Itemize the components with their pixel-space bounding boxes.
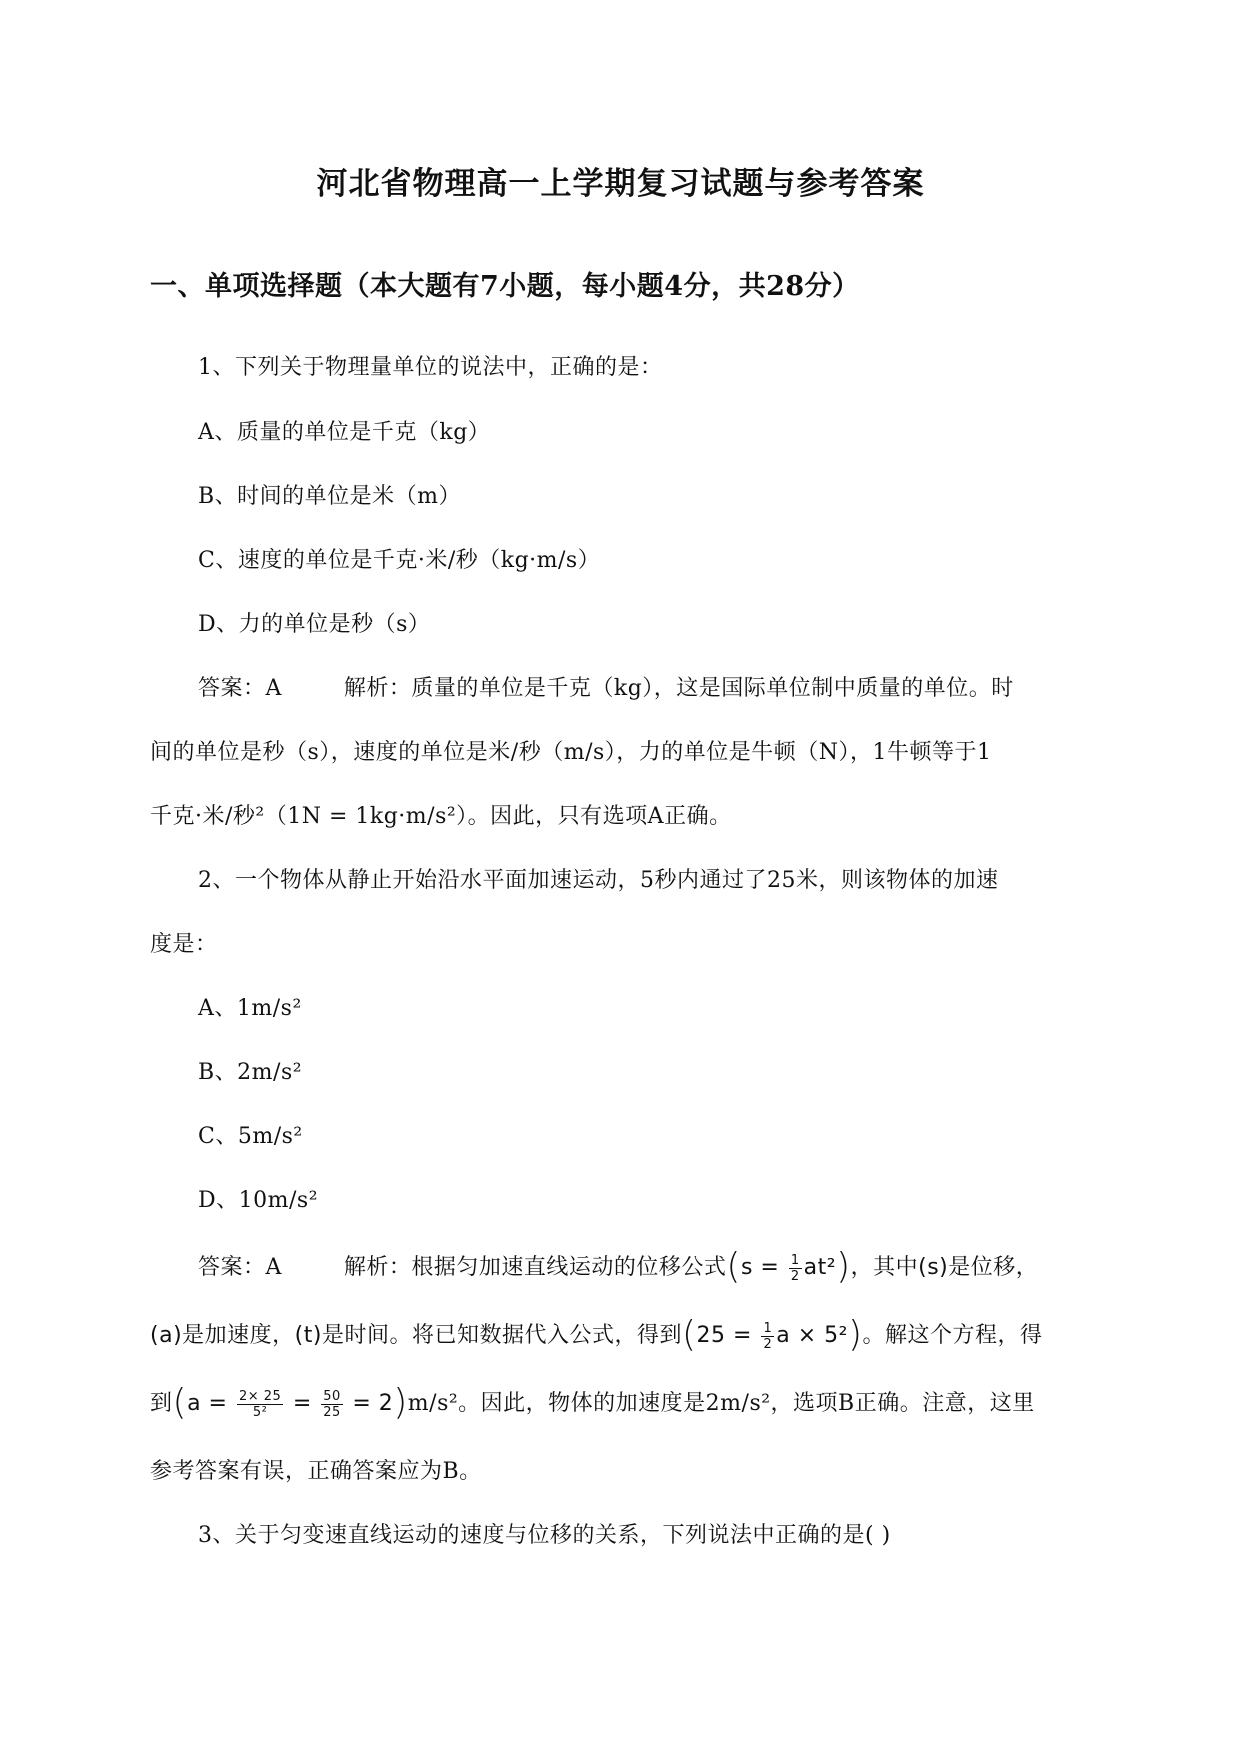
q2-stem-1: 2、一个物体从静止开始沿水平面加速运动，5秒内通过了25米，则该物体的加速 [198, 868, 999, 893]
variable-a: (a) [150, 1323, 183, 1348]
formula-lhs: s = [740, 1255, 780, 1280]
q1-option-c: C、速度的单位是千克·米/秒（kg·m/s） [198, 548, 601, 573]
fraction-numerator: 50 [323, 1388, 341, 1404]
formula-lhs: a = [187, 1391, 228, 1416]
fraction-denominator: 2 [790, 1268, 800, 1284]
q1-option-d: D、力的单位是秒（s） [198, 612, 431, 637]
paren-open: ( [726, 1246, 741, 1287]
document-title: 河北省物理高一上学期复习试题与参考答案 [316, 166, 925, 202]
fraction-denominator: 25 [323, 1404, 341, 1420]
q2-option-c: C、5m/s² [198, 1124, 303, 1149]
q1-explanation-2: 间的单位是秒（s），速度的单位是米/秒（m/s），力的单位是牛顿（N），1牛顿等于1 [150, 740, 992, 765]
formula-rhs: at² [803, 1255, 837, 1280]
paren-close: ) [847, 1314, 863, 1355]
q2-exp-text: 是位移， [948, 1255, 1039, 1280]
q2-option-a: A、1m/s² [198, 996, 302, 1021]
variable-t: (t) [294, 1323, 322, 1348]
formula-rhs: = 2 [352, 1391, 394, 1416]
q2-explanation-1 [198, 1246, 1039, 1287]
fraction-1 [237, 1389, 283, 1420]
q2-exp-text: 到 [150, 1391, 173, 1416]
fraction-half [789, 1253, 802, 1284]
fraction-numerator: 1 [790, 1252, 800, 1268]
q2-exp-text: ，其中 [850, 1255, 919, 1280]
q1-option-b: B、时间的单位是米（m） [198, 484, 462, 509]
q1-stem: 1、下列关于物理量单位的说法中，正确的是： [198, 355, 663, 380]
paren-open: ( [681, 1314, 697, 1355]
q1-explanation-1: 解析：质量的单位是千克（kg），这是国际单位制中质量的单位。时 [343, 676, 1014, 701]
formula-solution [187, 1388, 394, 1420]
fraction-numerator: 2× 25 [238, 1388, 282, 1404]
paren-close: ) [836, 1246, 851, 1287]
variable-s: (s) [918, 1255, 949, 1280]
q2-option-d: D、10m/s² [198, 1188, 319, 1213]
q2-answer: 答案：A [198, 1255, 282, 1280]
q2-exp-text: m/s²。因此，物体的加速度是2m/s²，选项B正确。注意，这里 [407, 1391, 1035, 1416]
q2-explanation-3 [150, 1382, 1035, 1423]
q2-explanation-4: 参考答案有误，正确答案应为B。 [150, 1459, 482, 1484]
fraction-denominator: 5² [252, 1404, 268, 1420]
q2-explanation-2 [150, 1314, 1043, 1355]
section-heading: 一、单项选择题（本大题有7小题，每小题4分，共28分） [150, 271, 860, 302]
q2-exp-text: 解析：根据匀加速直线运动的位移公式 [343, 1255, 727, 1280]
fraction-half [761, 1321, 774, 1352]
q2-exp-text: 。解这个方程，得 [862, 1323, 1043, 1348]
q1-answer-line [198, 671, 1014, 702]
formula-displacement [740, 1252, 837, 1284]
formula-substitution [696, 1320, 848, 1352]
fraction-2 [321, 1389, 343, 1420]
q1-option-a: A、质量的单位是千克（kg） [198, 420, 491, 445]
q2-exp-text: 是时间。将已知数据代入公式，得到 [321, 1323, 682, 1348]
formula-rhs: a × 5² [776, 1323, 848, 1348]
paren-open: ( [172, 1382, 188, 1423]
q1-answer: 答案：A [198, 676, 282, 701]
q3-stem: 3、关于匀变速直线运动的速度与位移的关系，下列说法中正确的是( ) [198, 1523, 891, 1548]
q2-exp-text: 是加速度， [182, 1323, 295, 1348]
q1-explanation-3: 千克·米/秒²（1N = 1kg·m/s²）。因此，只有选项A正确。 [150, 804, 732, 829]
formula-lhs: 25 = [696, 1323, 752, 1348]
equals-sign: = [292, 1391, 312, 1416]
q2-stem-2: 度是： [150, 932, 218, 957]
paren-close: ) [393, 1382, 408, 1423]
fraction-denominator: 2 [763, 1336, 773, 1352]
q2-option-b: B、2m/s² [198, 1060, 303, 1085]
fraction-numerator: 1 [763, 1320, 773, 1336]
